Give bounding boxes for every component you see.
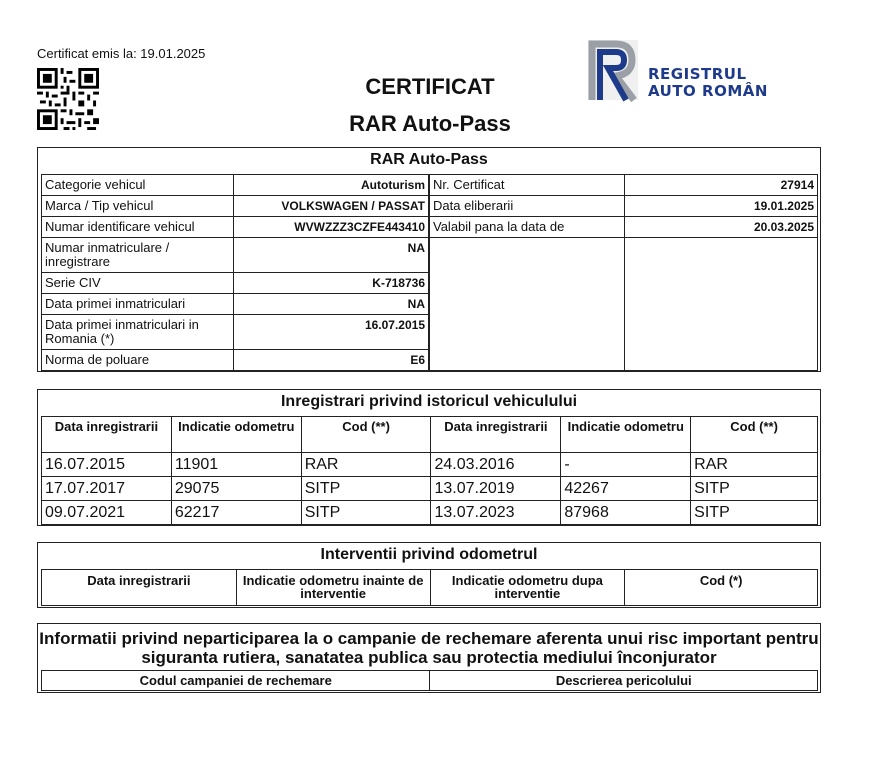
table-row [42,217,429,238]
column-header: Indicatie odometru inainte de interventie [236,570,430,606]
rar-logo-icon [586,38,646,104]
table-row [430,175,818,196]
table-cell: 29075 [171,477,301,501]
table-cell: 13.07.2023 [431,501,561,525]
field-value: Autoturism [234,175,429,196]
vehicle-info-section [37,147,821,372]
field-value: 16.07.2015 [234,315,429,350]
table-row [42,477,818,501]
table-cell: 11901 [171,453,301,477]
odometer-table [41,569,818,606]
recall-section-title: Informatii privind neparticiparea la o campanie de rechemare aferenta unui risc important pentru siguranta rutiera, sanatatea publica sau protectia mediului înconjurator [39,629,819,667]
table-cell: RAR [301,453,431,477]
column-header: Data inregistrarii [42,570,237,606]
field-value: K-718736 [234,273,429,294]
table-cell: SITP [691,501,818,525]
certificate-title: CERTIFICAT [365,74,495,99]
table-row [430,217,818,238]
field-label: Data eliberarii [430,196,625,217]
table-cell: 13.07.2019 [431,477,561,501]
table-cell: SITP [691,477,818,501]
column-header: Indicatie odometru dupa interventie [430,570,625,606]
empty-cell [625,238,818,371]
table-row [430,196,818,217]
qr-code-icon [37,68,99,130]
table-header-row [42,417,818,453]
recall-table [41,670,818,691]
history-section [37,389,821,526]
table-row [42,175,429,196]
column-header: Codul campaniei de rechemare [42,671,430,691]
table-cell: 16.07.2015 [42,453,172,477]
logo-text-line2: AUTO ROMÂN [648,82,768,100]
table-cell: 24.03.2016 [431,453,561,477]
column-header: Cod (**) [301,417,431,453]
certificate-subtitle: RAR Auto-Pass [349,111,511,136]
table-cell: 09.07.2021 [42,501,172,525]
rar-logo [586,38,770,104]
table-cell: 17.07.2017 [42,477,172,501]
field-value: 19.01.2025 [625,196,818,217]
recall-section [37,623,821,693]
history-table [41,416,818,525]
field-label: Serie CIV [42,273,234,294]
table-cell: - [561,453,691,477]
table-row [42,294,429,315]
field-value: NA [234,294,429,315]
field-label: Categorie vehicul [42,175,234,196]
table-row [42,501,818,525]
table-row [42,453,818,477]
field-value: WVWZZZ3CZFE443410 [234,217,429,238]
table-row [430,238,818,371]
table-row [42,315,429,350]
table-cell: SITP [301,477,431,501]
table-cell: 62217 [171,501,301,525]
field-value: E6 [234,350,429,371]
vehicle-right-table [429,174,818,371]
table-cell: SITP [301,501,431,525]
field-value: VOLKSWAGEN / PASSAT [234,196,429,217]
column-header: Data inregistrarii [42,417,172,453]
field-label: Data primei inmatriculari in Romania (*) [42,315,234,350]
column-header: Indicatie odometru [561,417,691,453]
table-cell: 42267 [561,477,691,501]
field-label: Nr. Certificat [430,175,625,196]
field-label: Numar inmatriculare / inregistrare [42,238,234,273]
empty-cell [430,238,625,371]
field-value: NA [234,238,429,273]
vehicle-section-title: RAR Auto-Pass [370,151,488,168]
field-label: Valabil pana la data de [430,217,625,238]
table-row [42,238,429,273]
table-header-row [42,570,818,606]
table-row [42,350,429,371]
history-section-title: Inregistrari privind istoricul vehiculului [280,393,578,410]
table-cell: RAR [691,453,818,477]
field-label: Norma de poluare [42,350,234,371]
field-label: Numar identificare vehicul [42,217,234,238]
column-header: Data inregistrarii [431,417,561,453]
column-header: Cod (**) [691,417,818,453]
odometer-section [37,542,821,608]
column-header: Cod (*) [625,570,818,606]
field-label: Marca / Tip vehicul [42,196,234,217]
column-header: Descrierea pericolului [430,671,818,691]
table-header-row [42,671,818,691]
issued-date: Certificat emis la: 19.01.2025 [37,46,206,61]
table-row [42,196,429,217]
field-value: 27914 [625,175,818,196]
logo-text [648,66,768,100]
vehicle-left-table [41,174,429,371]
column-header: Indicatie odometru [171,417,301,453]
field-value: 20.03.2025 [625,217,818,238]
table-cell: 87968 [561,501,691,525]
table-row [42,273,429,294]
logo-text-line1: REGISTRUL [648,65,747,83]
odometer-section-title: Interventii privind odometrul [320,546,538,563]
field-label: Data primei inmatriculari [42,294,234,315]
